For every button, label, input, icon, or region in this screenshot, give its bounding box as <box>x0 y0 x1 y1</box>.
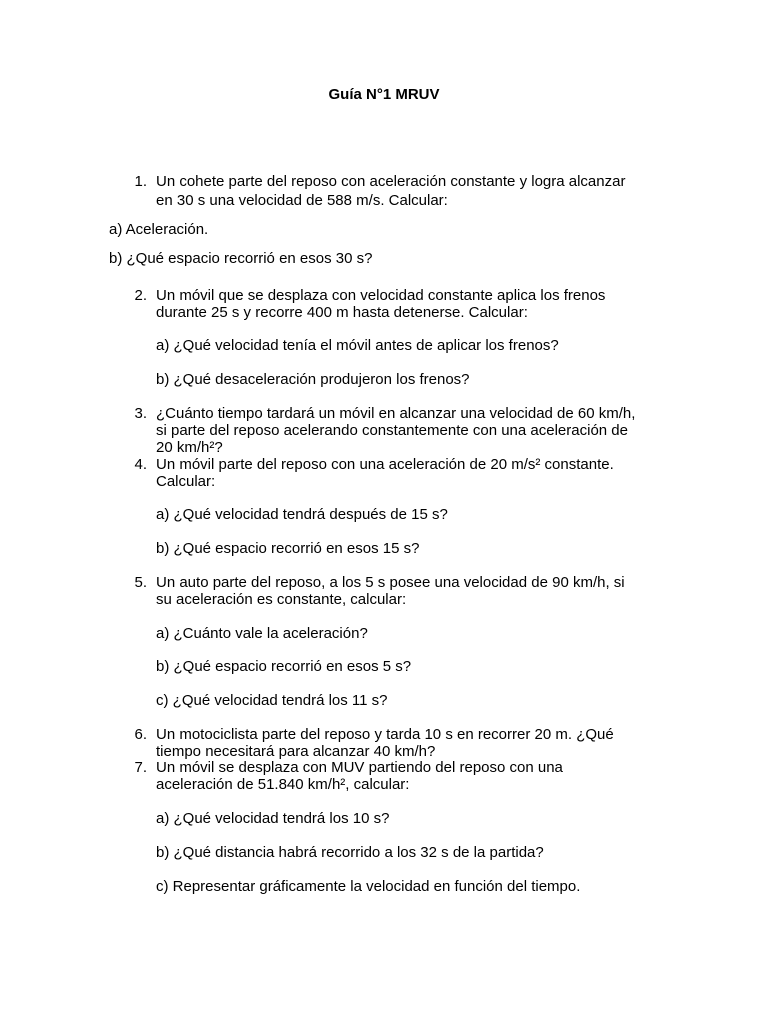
item-text-line: si parte del reposo acelerando constantemente con una aceleración de <box>156 422 628 439</box>
sub-question: c) Representar gráficamente la velocidad en función del tiempo. <box>156 878 581 895</box>
page-title: Guía N°1 MRUV <box>328 86 440 103</box>
item-text-line: 20 km/h²? <box>156 439 223 456</box>
item-text-line: Un móvil se desplaza con MUV partiendo del reposo con una <box>156 759 563 776</box>
item-text-line: Calcular: <box>156 473 216 490</box>
item-number: 1. <box>134 173 147 190</box>
item-number: 5. <box>134 574 147 591</box>
sub-question: a) ¿Qué velocidad tendrá después de 15 s? <box>156 506 448 523</box>
item-text-line: Un móvil que se desplaza con velocidad constante aplica los frenos <box>156 287 606 304</box>
sub-question: a) ¿Qué velocidad tenía el móvil antes de aplicar los frenos? <box>156 337 559 354</box>
sub-question: a) ¿Cuánto vale la aceleración? <box>156 625 368 642</box>
sub-question: b) ¿Qué distancia habrá recorrido a los 32 s de la partida? <box>156 844 544 861</box>
item-text-line: Un cohete parte del reposo con aceleración constante y logra alcanzar <box>156 173 626 190</box>
item-text-line: Un móvil parte del reposo con una aceleración de 20 m/s² constante. <box>156 456 614 473</box>
item-number: 3. <box>134 405 147 422</box>
item-text-line: Un motociclista parte del reposo y tarda 10 s en recorrer 20 m. ¿Qué <box>156 726 614 743</box>
sub-question: a) ¿Qué velocidad tendrá los 10 s? <box>156 810 390 827</box>
item-text-line: durante 25 s y recorre 400 m hasta detenerse. Calcular: <box>156 304 528 321</box>
item-text-line: ¿Cuánto tiempo tardará un móvil en alcanzar una velocidad de 60 km/h, <box>156 405 636 422</box>
sub-question: b) ¿Qué espacio recorrió en esos 15 s? <box>156 540 420 557</box>
sub-question: b) ¿Qué espacio recorrió en esos 30 s? <box>109 250 373 267</box>
item-text-line: Un auto parte del reposo, a los 5 s posee una velocidad de 90 km/h, si <box>156 574 625 591</box>
item-text-line: aceleración de 51.840 km/h², calcular: <box>156 776 410 793</box>
item-number: 7. <box>134 759 147 776</box>
item-text-line: en 30 s una velocidad de 588 m/s. Calcular: <box>156 192 448 209</box>
sub-question: b) ¿Qué desaceleración produjeron los frenos? <box>156 371 470 388</box>
sub-question: b) ¿Qué espacio recorrió en esos 5 s? <box>156 658 412 675</box>
item-text-line: tiempo necesitará para alcanzar 40 km/h? <box>156 743 436 760</box>
sub-question: a) Aceleración. <box>109 221 209 238</box>
item-number: 4. <box>134 456 147 473</box>
sub-question: c) ¿Qué velocidad tendrá los 11 s? <box>156 692 388 709</box>
item-number: 2. <box>134 287 147 304</box>
item-text-line: su aceleración es constante, calcular: <box>156 591 407 608</box>
item-number: 6. <box>134 726 147 743</box>
